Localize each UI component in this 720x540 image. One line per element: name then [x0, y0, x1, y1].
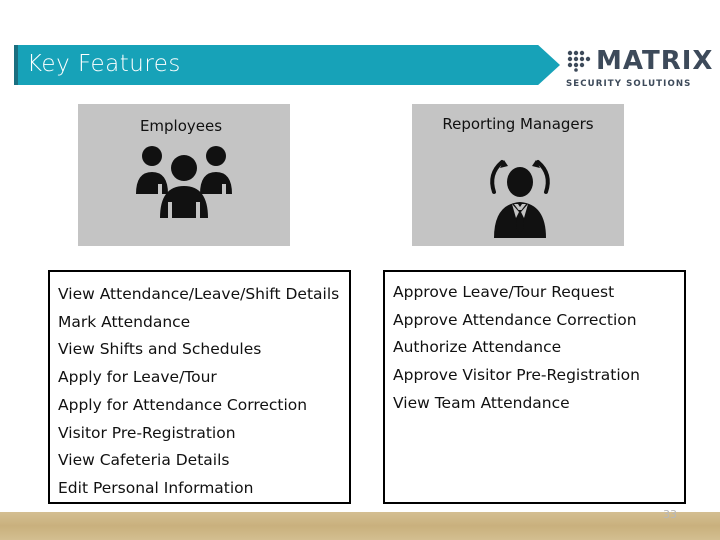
employees-card [78, 104, 290, 246]
list-item: Apply for Attendance Correction [58, 395, 308, 414]
list-item: View Team Attendance [393, 393, 570, 412]
list-item: Approve Visitor Pre-Registration [393, 366, 640, 385]
list-item: Visitor Pre-Registration [58, 423, 236, 442]
company-logo [566, 46, 714, 92]
managers-features-list [385, 272, 684, 418]
managers-label: Reporting Managers [442, 115, 594, 133]
list-item: View Cafeteria Details [58, 451, 230, 470]
list-item: Mark Attendance [58, 312, 191, 331]
list-item: Approve Attendance Correction [393, 310, 637, 329]
list-item: View Attendance/Leave/Shift Details [58, 285, 340, 303]
logo-dots-icon [566, 50, 592, 72]
list-item: Apply for Leave/Tour [58, 368, 217, 387]
employees-features-list [50, 272, 349, 503]
employees-features-box [48, 270, 351, 504]
group-of-people-icon [132, 144, 240, 222]
employees-label: Employees [139, 117, 223, 135]
list-item: Edit Personal Information [58, 478, 254, 497]
logo-wordmark: MATRIX [596, 46, 714, 76]
title-banner-accent [14, 45, 18, 85]
manager-person-icon [478, 152, 562, 240]
list-item: Approve Leave/Tour Request [393, 283, 615, 301]
logo-tagline: SECURITY SOLUTIONS [566, 79, 692, 89]
page-number: 33 [663, 508, 677, 521]
managers-card [412, 104, 624, 246]
list-item: View Shifts and Schedules [58, 340, 262, 359]
list-item: Authorize Attendance [393, 338, 562, 357]
managers-features-box [383, 270, 686, 504]
slide-title: Key Features [27, 51, 181, 77]
footer-band [0, 512, 720, 540]
